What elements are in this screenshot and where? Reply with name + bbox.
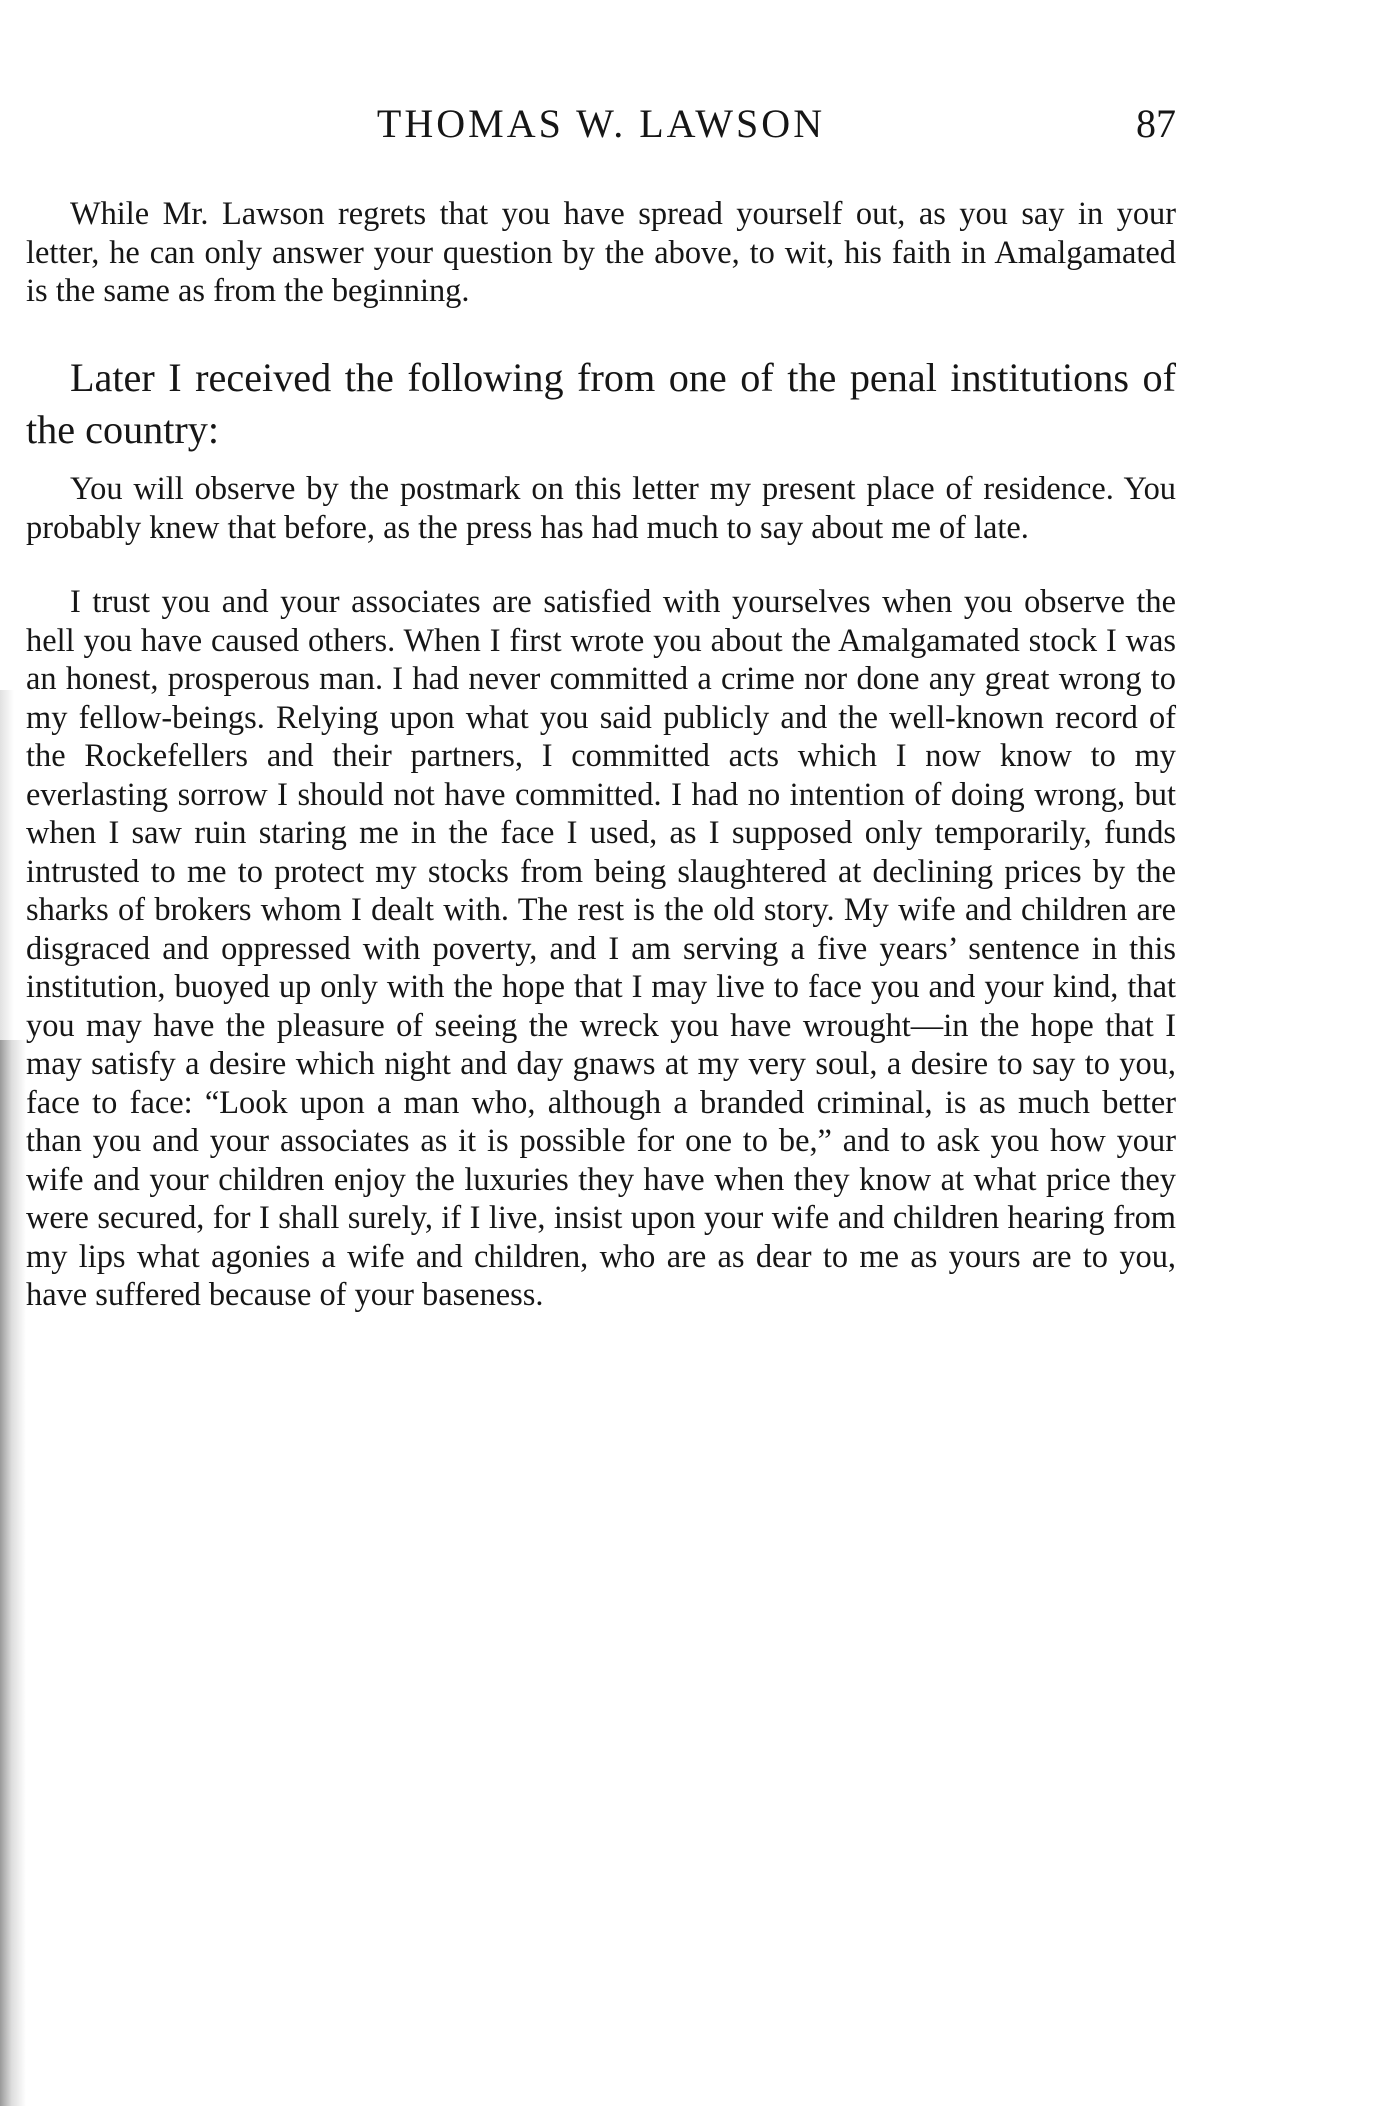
page-edge-shadow bbox=[0, 690, 14, 1040]
prisoner-letter-paragraph-1: You will observe by the postmark on this letter my present place of residence. You probably knew that before, as the press has had much to say about me of late. bbox=[26, 471, 1176, 546]
running-head bbox=[26, 100, 1176, 160]
prisoner-letter-paragraph-2: I trust you and your associates are satisfied with yourselves when you observe the hell you have caused others. When I first wrote you about the Amalgamated stock I was an honest, prosperous man. I had never committed a crime nor done any great wrong to my fellow-beings. Relying upon what you said publicly and the well-known record of the Rockefellers and their partners, I committed acts which I now know to my everlasting sorrow I should not have committed. I had no intention of doing wrong, but when I saw ruin staring me in the face I used, as I supposed only temporarily, funds intrusted to me to protect my stocks from being slaughtered at declining prices by the sharks of brokers whom I dealt with. The rest is the old story. My wife and children are disgraced and oppressed with poverty, and I am serving a five years’ sentence in this institution, buoyed up only with the hope that I may live to face you and your kind, that you may have the pleasure of seeing the wreck you have wrought—in the hope that I may satisfy a desire which night and day gnaws at my very soul, a desire to say to you, face to face: “Look upon a man who, although a branded criminal, is as much better than you and your associates as it is possible for one to be,” and to ask you how your wife and your children enjoy the luxuries they have when they know at what price they were secured, for I shall surely, if I live, insist upon your wife and children hearing from my lips what agonies a wife and children, who are as dear to me as yours are to you, have suffered because of your baseness. bbox=[26, 584, 1176, 1313]
page-edge-shadow bbox=[0, 1040, 26, 2106]
letter-reply-paragraph: While Mr. Lawson regrets that you have spread yourself out, as you say in your letter, he can only answer your question by the above, to wit, his faith in Amalgamated is the same as from the beginning. bbox=[26, 196, 1176, 309]
page-number: 87 bbox=[1136, 101, 1176, 146]
running-title: THOMAS W. LAWSON bbox=[376, 101, 826, 146]
narrative-paragraph: Later I received the following from one of the penal institutions of the country: bbox=[26, 355, 1176, 452]
